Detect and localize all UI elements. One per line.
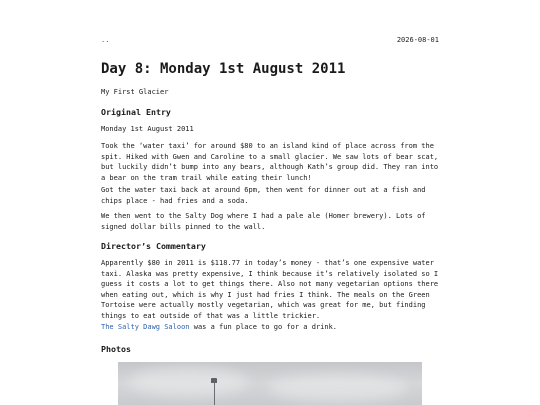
commentary-paragraph: Apparently $80 in 2011 is $118.77 in today’s money - that’s one expensive water taxi. Alaska was pretty expensive, I think because it’s relatively isolated so I guess it costs a lot to get things there. Also not many vegetarian options there when eating out, which is why I just had fries I think. The meals on the Green Tortoise were actually mostly vegetarian, which was great for me, but finding things to eat outside of that was a little trickier.	[101, 259, 439, 320]
original-entry-paragraph-2: Got the water taxi back at around 6pm, then went for dinner out at a fish and chips place - had fries and a soda.	[101, 186, 426, 205]
photos-heading: Photos	[101, 344, 131, 354]
back-link[interactable]: ..	[101, 36, 110, 44]
original-entry-paragraph-1: Took the ‘water taxi’ for around $80 to an island kind of place across from the spit. Hiked with Gwen and Caroline to a small glacier. We saw lots of bear scat, but luckily didn’t bump into any bears, although Kath’s group did. They ran into a bear on the tram trail while eating their lunch!	[101, 142, 439, 182]
original-entry-date: Monday 1st August 2011	[101, 125, 194, 133]
original-entry-heading: Original Entry	[101, 107, 171, 117]
commentary-link-paragraph	[101, 322, 441, 333]
glacier-photo[interactable]	[118, 362, 422, 405]
page-date: 2026-08-01	[396, 36, 439, 44]
cloud-shape	[128, 367, 248, 397]
top-bar	[101, 35, 439, 45]
link-suffix-text: was a fun place to go for a drink.	[189, 323, 338, 331]
page-subtitle: My First Glacier	[101, 88, 169, 96]
original-entry-paragraph-3: We then went to the Salty Dog where I had a pale ale (Homer brewery). Lots of signed dollar bills pinned to the wall.	[101, 212, 426, 231]
commentary-heading: Director’s Commentary	[101, 241, 206, 251]
page-title: Day 8: Monday 1st August 2011	[101, 61, 346, 77]
salty-dawg-link[interactable]: The Salty Dawg Saloon	[101, 323, 190, 331]
cloud-shape	[268, 374, 408, 402]
lamp-post	[214, 382, 215, 405]
